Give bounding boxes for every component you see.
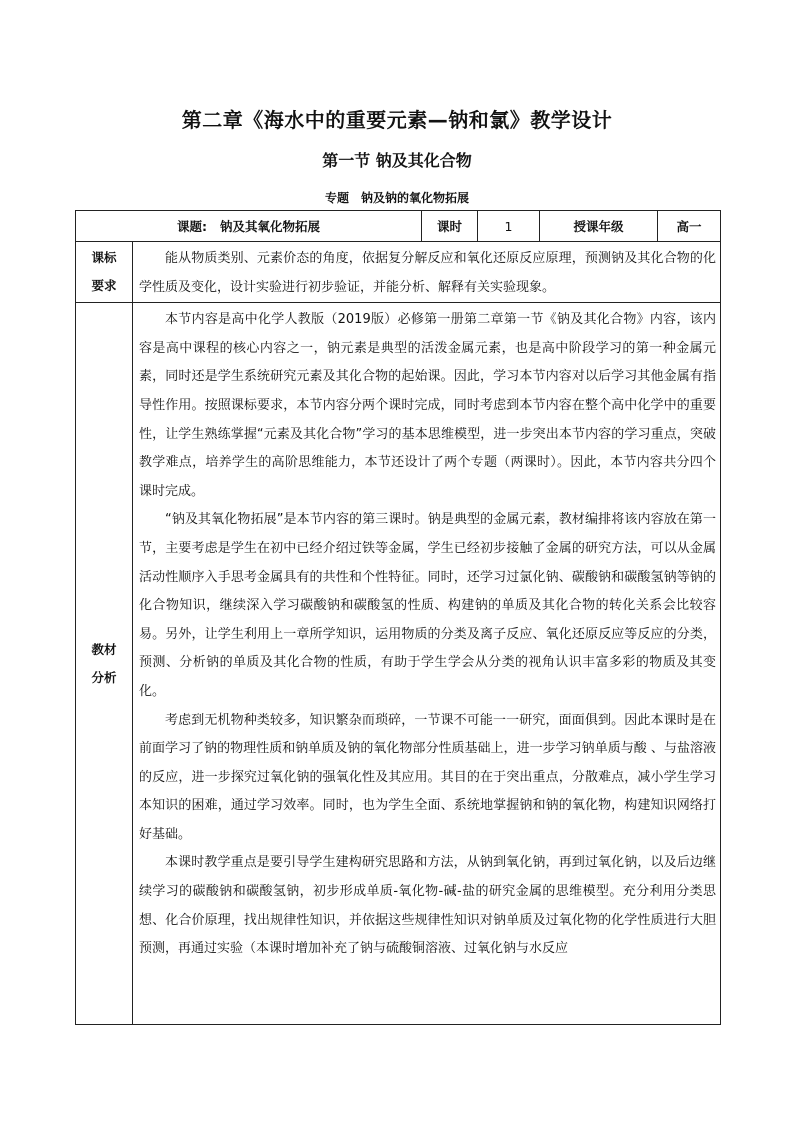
analysis-label-line1: 教材 bbox=[91, 641, 117, 657]
topic-line bbox=[0, 189, 794, 206]
analysis-paragraph: 本节内容是高中化学人教版（2019版）必修第一册第二章第一节《钠及其化合物》内容，该内容是高中课程的核心内容之一，钠元素是典型的活泼金属元素，也是高中阶段学习的第一种金属元素，同时还是学生系统研究元素及其化合物的起始课。因此，学习本节内容对以后学习其他金属有指导性作用。按照课标要求，本节内容分两个课时完成，同时考虑到本节内容在整个高中化学中的重要性，让学生熟练掌握“元素及其化合物”学习的基本思维模型，进一步突出本节内容的学习重点，突破教学难点，培养学生的高阶思维能力，本节还设计了两个专题（两课时）。因此，本节内容共分四个课时完成。 bbox=[139, 312, 717, 499]
period-value: 1 bbox=[478, 211, 540, 242]
analysis-row bbox=[76, 303, 721, 1025]
document-title: 第二章《海水中的重要元素—钠和氯》教学设计 bbox=[181, 108, 613, 132]
topic-name: 钠及钠的氧化物拓展 bbox=[361, 191, 470, 205]
lesson-label: 课题: bbox=[176, 219, 207, 234]
analysis-label-line2: 分析 bbox=[91, 669, 117, 685]
standards-label-line1: 课标 bbox=[91, 250, 117, 266]
lesson-plan-table bbox=[75, 210, 721, 1025]
standards-row bbox=[76, 242, 721, 303]
grade-value: 高一 bbox=[658, 211, 721, 242]
section-subtitle: 第一节 钠及其化合物 bbox=[322, 151, 472, 170]
standards-label bbox=[76, 242, 133, 303]
topic-label: 专题 bbox=[324, 191, 349, 205]
lesson-cell bbox=[76, 211, 422, 242]
analysis-paragraph: 考虑到无机物种类较多，知识繁杂而琐碎，一节课不可能一一研究，面面俱到。因此本课时是在前面学习了钠的物理性质和钠单质及钠的氧化物部分性质基础上，进一步学习钠单质与酸 、与盐溶液的反应，进一步探究过氧化钠的强氧化性及其应用。其目的在于突出重点，分散难点，减小学生学习本知识的困难，通过学习效率。同时，也为学生全面、系统地掌握钠和钠的氧化物，构建知识网络打好基础。 bbox=[139, 712, 717, 842]
period-label: 课时 bbox=[422, 211, 478, 242]
analysis-content bbox=[133, 303, 721, 1025]
standards-label-line2: 要求 bbox=[91, 278, 117, 294]
standards-content bbox=[133, 242, 721, 303]
header-row bbox=[76, 211, 721, 242]
lesson-name: 钠及其氧化物拓展 bbox=[220, 219, 321, 234]
analysis-paragraph: 本课时教学重点是要引导学生建构研究思路和方法，从钠到氧化钠，再到过氧化钠，以及后边继续学习的碳酸钠和碳酸氢钠，初步形成单质-氧化物-碱-盐的研究金属的思维模型。充分利用分类思想、化合价原理，找出规律性知识，并依据这些规律性知识对钠单质及过氧化物的化学性质进行大胆预测，再通过实验（本课时增加补充了钠与硫酸铜溶液、过氧化钠与水反应 bbox=[139, 855, 717, 957]
analysis-label bbox=[76, 303, 133, 1025]
grade-label: 授课年级 bbox=[540, 211, 658, 242]
standards-text: 能从物质类别、元素价态的角度，依据复分解反应和氧化还原反应原理，预测钠及其化合物的化学性质及变化，设计实验进行初步验证，并能分析、解释有关实验现象。 bbox=[139, 251, 717, 295]
analysis-paragraph: “钠及其氧化物拓展”是本节内容的第三课时。钠是典型的金属元素，教材编排将该内容放在第一节，主要考虑是学生在初中已经介绍过铁等金属，学生已经初步接触了金属的研究方法，可以从金属活动性顺序入手思考金属具有的共性和个性特征。同时，还学习过氯化钠、碳酸钠和碳酸氢钠等钠的化合物知识，继续深入学习碳酸钠和碳酸氢的性质、构建钠的单质及其化合物的转化关系会比较容易。另外，让学生利用上一章所学知识，运用物质的分类及离子反应、氧化还原反应等反应的分类，预测、分析钠的单质及其化合物的性质，有助于学生学会从分类的视角认识丰富多彩的物质及其变化。 bbox=[139, 512, 717, 699]
